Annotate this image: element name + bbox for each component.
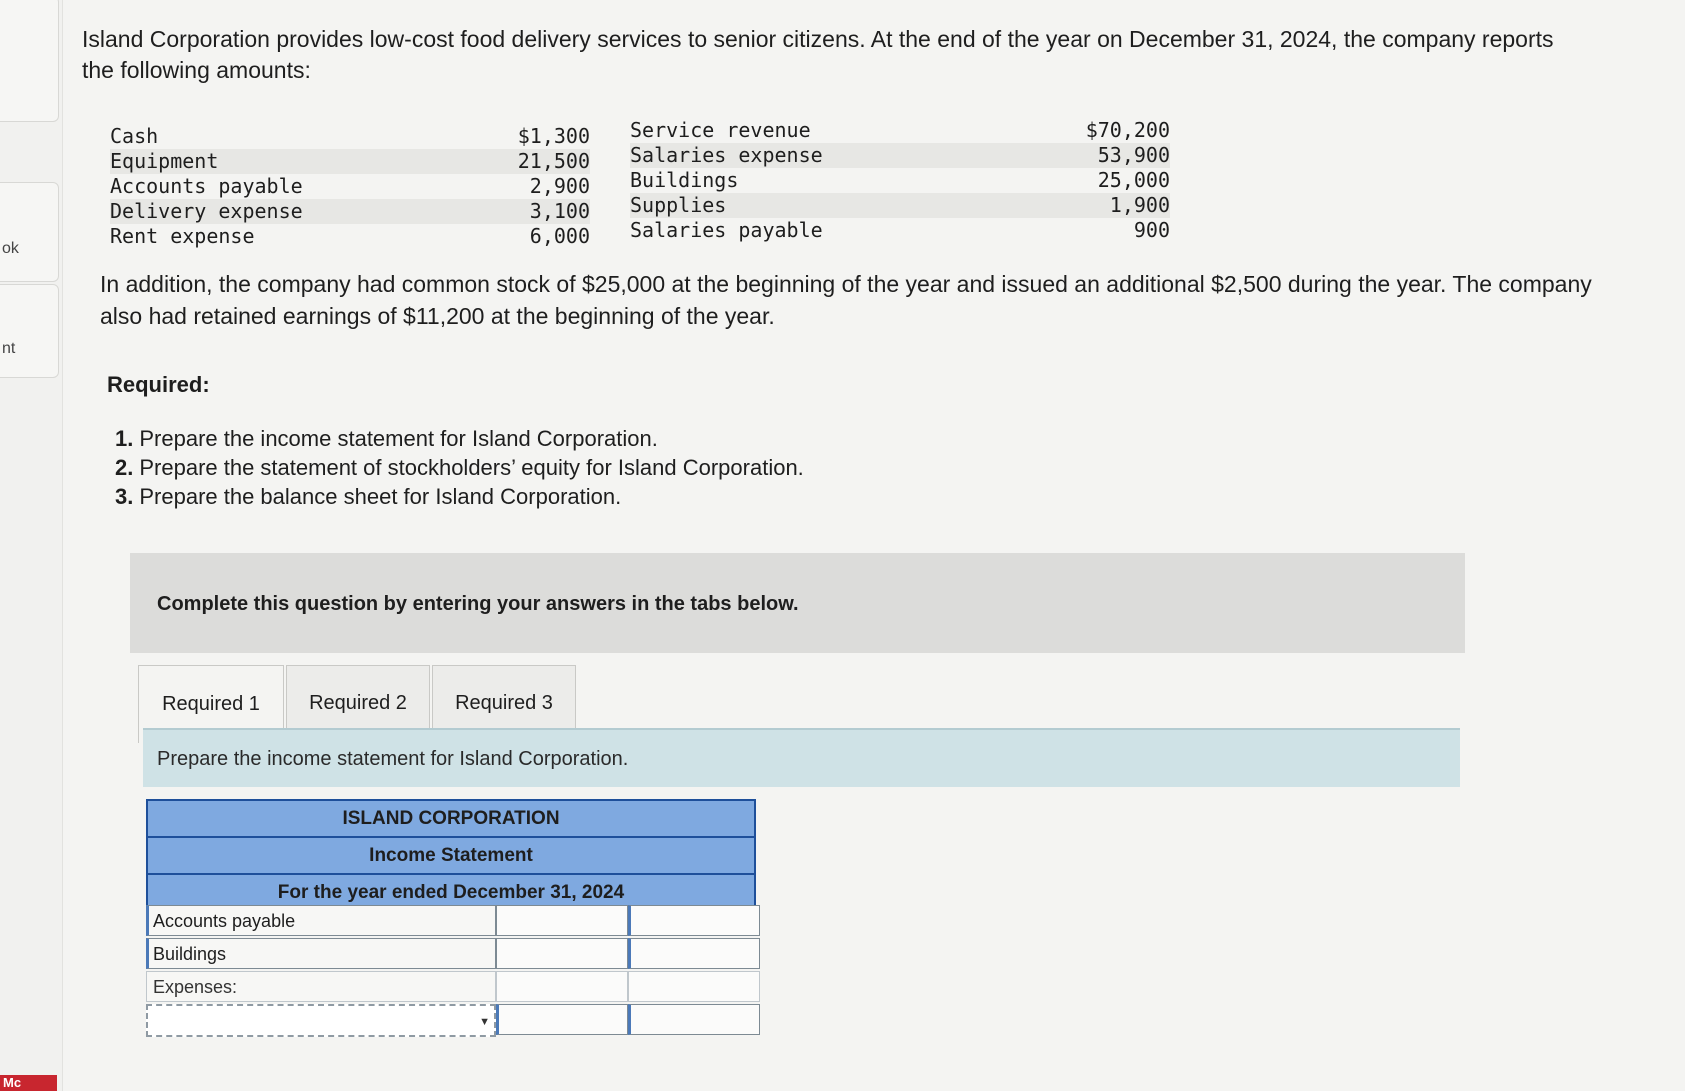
amount-row [630, 168, 1170, 193]
amount-cell [496, 971, 628, 1002]
amount-value: 2,900 [529, 174, 590, 198]
amount-label: Rent expense [110, 224, 255, 248]
sidebar-panel-top[interactable] [0, 0, 59, 122]
required-list [115, 424, 804, 511]
amount-label: Buildings [630, 168, 739, 192]
statement-title: Income Statement [147, 837, 755, 874]
amount-label: Service revenue [630, 118, 811, 142]
amount-input[interactable] [496, 905, 628, 936]
panel-instruction: Prepare the income statement for Island Corporation. [157, 748, 629, 770]
amount-row [630, 193, 1170, 218]
amount-value: 6,000 [529, 224, 590, 248]
amount-value: 25,000 [1097, 168, 1170, 192]
total-input[interactable] [628, 938, 760, 969]
amount-value: $1,300 [517, 124, 590, 148]
statement-period: For the year ended December 31, 2024 [147, 874, 755, 911]
tab-required-3[interactable]: Required 3 [432, 665, 576, 741]
expense-account-dropdown[interactable] [146, 1004, 496, 1037]
amount-row [110, 124, 590, 149]
required-heading: Required: [107, 372, 210, 397]
expenses-label: Expenses: [146, 971, 496, 1002]
amount-value: 900 [1133, 218, 1170, 242]
list-item [115, 453, 804, 482]
tab-panel-header [143, 728, 1460, 787]
total-input[interactable] [628, 1004, 760, 1035]
list-item [115, 424, 804, 453]
problem-intro: Island Corporation provides low-cost food delivery services to senior citizens. At the end of the year on December 31, 2024, the company reports the following amounts: [82, 26, 1554, 83]
amount-value: $70,200 [1085, 118, 1170, 142]
amount-label: Equipment [110, 149, 219, 173]
amount-label: Cash [110, 124, 159, 148]
sidebar-panel-lower[interactable] [0, 284, 59, 378]
table-row [146, 905, 760, 938]
amount-label: Salaries payable [630, 218, 823, 242]
amount-label: Salaries expense [630, 143, 823, 167]
sidebar-item-label[interactable]: ok [2, 240, 19, 257]
line-label-select[interactable]: Accounts payable [146, 905, 496, 936]
left-sidebar [0, 0, 63, 1091]
amount-row [110, 149, 590, 174]
amount-row [630, 118, 1170, 143]
additional-info: In addition, the company had common stock of $25,000 at the beginning of the year and issued an additional $2,500 during the year. The company also had retained earnings of $11,200 at the beginning of the year. [100, 271, 1592, 329]
amount-value: 3,100 [529, 199, 590, 223]
chevron-down-icon[interactable]: ▼ [479, 1016, 490, 1028]
sidebar-panel-middle[interactable] [0, 182, 59, 282]
item-text: Prepare the statement of stockholders’ equity for Island Corporation. [139, 455, 804, 480]
amount-row [110, 224, 590, 249]
item-number: 2. [115, 455, 134, 480]
tab-required-1[interactable]: Required 1 [138, 665, 284, 743]
table-row [146, 1004, 760, 1037]
list-item [115, 482, 804, 511]
amount-input[interactable] [496, 938, 628, 969]
amount-value: 53,900 [1097, 143, 1170, 167]
amount-label: Supplies [630, 193, 727, 217]
amount-row [110, 174, 590, 199]
instruction-banner [130, 553, 1465, 653]
amount-label: Delivery expense [110, 199, 303, 223]
amounts-left-column [110, 124, 590, 249]
item-number: 3. [115, 484, 134, 509]
amount-value: 21,500 [517, 149, 590, 173]
income-statement-body [146, 905, 760, 1037]
amount-row [110, 199, 590, 224]
company-name: ISLAND CORPORATION [147, 800, 755, 837]
amount-row [630, 218, 1170, 243]
line-label-select[interactable]: Buildings [146, 938, 496, 969]
amount-label: Accounts payable [110, 174, 303, 198]
total-cell [628, 971, 760, 1002]
amount-row [630, 143, 1170, 168]
item-text: Prepare the balance sheet for Island Corporation. [139, 484, 622, 509]
sidebar-item-label[interactable]: nt [2, 340, 16, 357]
item-number: 1. [115, 426, 134, 451]
amount-value: 1,900 [1109, 193, 1170, 217]
table-row [146, 938, 760, 971]
tab-required-2[interactable]: Required 2 [286, 665, 430, 741]
amount-input[interactable] [496, 1004, 628, 1035]
item-text: Prepare the income statement for Island Corporation. [139, 426, 658, 451]
amounts-right-column [630, 118, 1170, 243]
total-input[interactable] [628, 905, 760, 936]
app-badge: Mc [0, 1075, 57, 1091]
table-row [146, 971, 760, 1004]
banner-text: Complete this question by entering your answers in the tabs below. [157, 593, 799, 615]
income-statement-header [146, 799, 756, 912]
